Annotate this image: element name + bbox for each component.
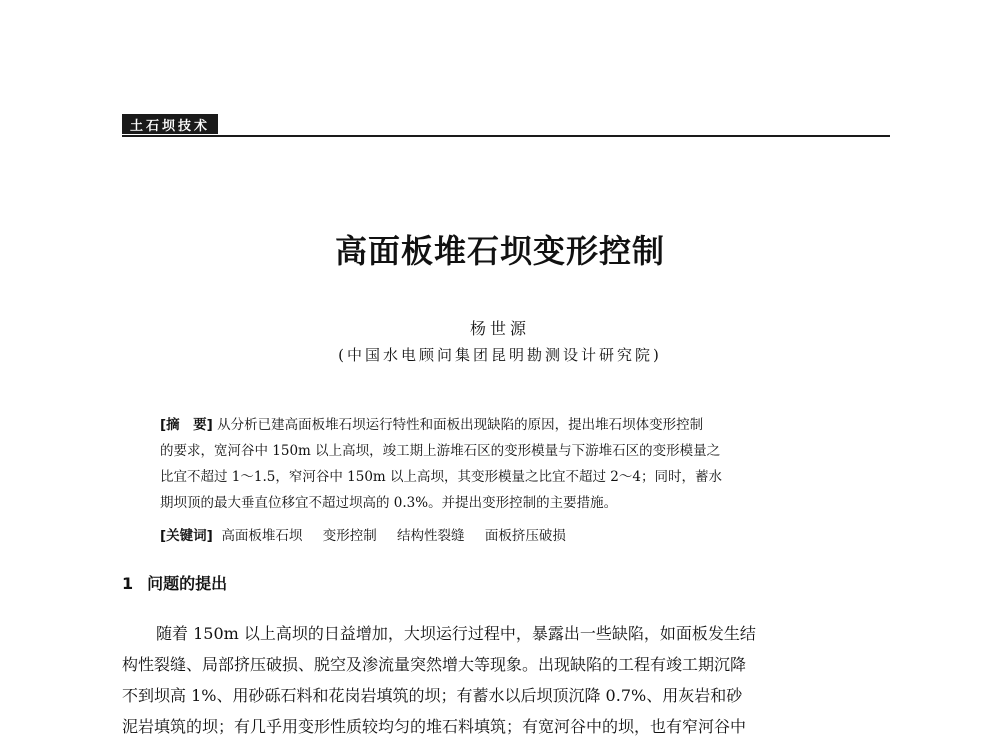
keyword: 结构性裂缝 [397, 528, 465, 544]
abstract-line: 比宜不超过 1～1.5，窄河谷中 150m 以上高坝，其变形模量之比宜不超过 2～4；同时，蓄水 [160, 469, 722, 485]
paper-title: 高面板堆石坝变形控制 [334, 232, 665, 270]
body-line: 泥岩填筑的坝；有几乎用变形性质较均匀的堆石料填筑；有宽河谷中的坝，也有窄河谷中 [122, 717, 747, 736]
affiliation: (中国水电顾问集团昆明勘测设计研究院) [338, 346, 662, 364]
section-title: 问题的提出 [147, 574, 228, 593]
abstract-line [160, 412, 860, 438]
abstract-text: 从分析已建高面板堆石坝运行特性和面板出现缺陷的原因，提出堆石坝体变形控制 [217, 417, 704, 433]
body-paragraph [122, 618, 902, 742]
keyword: 变形控制 [322, 528, 377, 544]
keyword: 面板挤压破损 [484, 528, 566, 544]
section-heading [122, 571, 227, 594]
keywords-label: [关键词] [160, 528, 213, 544]
body-line: 不到坝高 1%、用砂砾石料和花岗岩填筑的坝；有蓄水以后坝顶沉降 0.7%、用灰岩和砂 [122, 686, 743, 705]
section-number: 1 [122, 574, 134, 593]
abstract-line: 的要求，宽河谷中 150m 以上高坝，竣工期上游堆石区的变形模量与下游堆石区的变形模量之 [160, 443, 721, 459]
header-rule [122, 135, 890, 137]
keywords [160, 524, 860, 544]
section-tag: 土石坝技术 [122, 114, 218, 134]
abstract [160, 412, 860, 516]
abstract-label: [摘 要] [160, 417, 213, 433]
body-line: 随着 150m 以上高坝的日益增加，大坝运行过程中，暴露出一些缺陷，如面板发生结 [156, 624, 756, 643]
body-line: 构性裂缝、局部挤压破损、脱空及渗流量突然增大等现象。出现缺陷的工程有竣工期沉降 [122, 655, 747, 674]
abstract-line: 期坝顶的最大垂直位移宜不超过坝高的 0.3%。并提出变形控制的主要措施。 [160, 495, 618, 511]
author: 杨世源 [469, 319, 530, 338]
keyword: 高面板堆石坝 [221, 528, 303, 544]
